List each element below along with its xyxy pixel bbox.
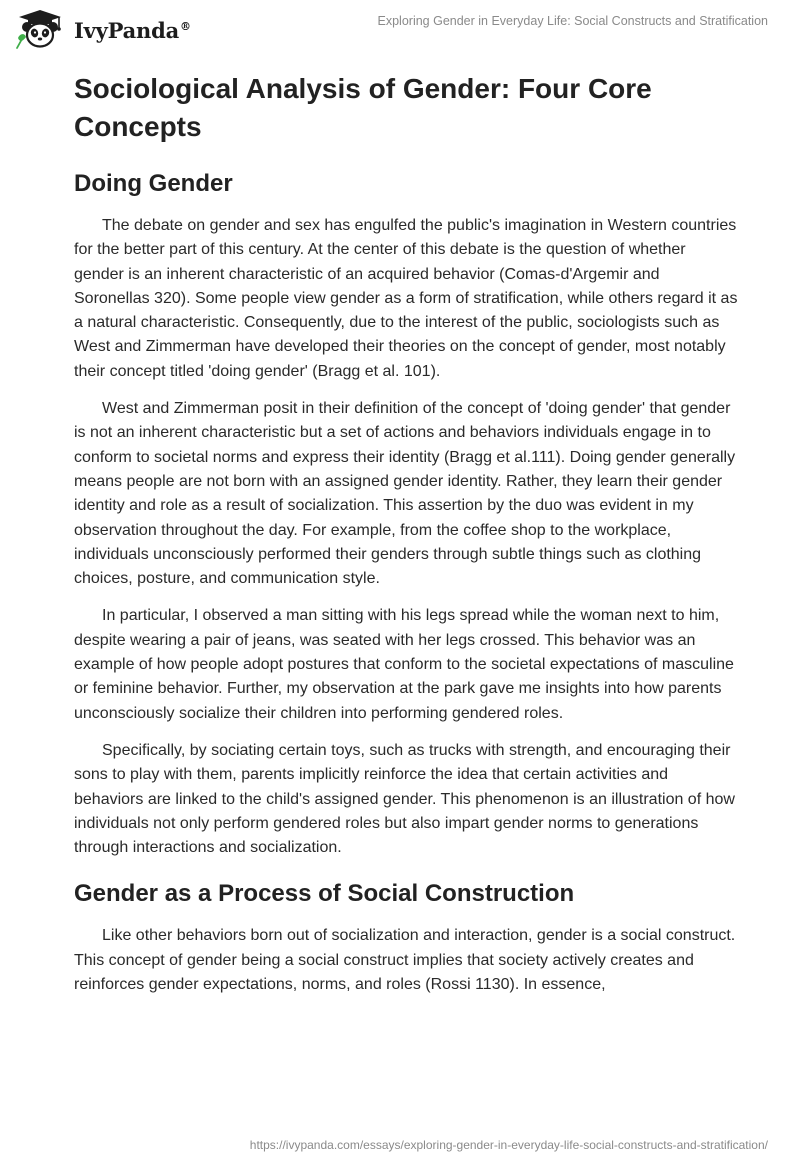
article-body (74, 70, 738, 1010)
paragraph: Specifically, by sociating certain toys, such as trucks with strength, and encouraging their sons to play with them, parents implicitly reinforce the idea that certain activities and behaviors are linked to the child's assigned gender. This phenomenon is an illustration of how individuals not only perform gendered roles but also impart gender norms to generations through interactions and socialization. (74, 741, 735, 857)
section-social-construction (74, 878, 738, 997)
section-heading: Gender as a Process of Social Construction (74, 880, 575, 908)
paragraph: In particular, I observed a man sitting with his legs spread while the woman next to him, despite wearing a pair of jeans, was seated with her legs crossed. This behavior was an example of how people adopt postures that conform to the societal expectations of masculine or feminine behavior. Further, my observation at the park gave me insights into how parents unconsciously socialize their children into performing gendered roles. (74, 607, 734, 722)
ivypanda-logo[interactable] (14, 8, 191, 50)
paragraph: Like other behaviors born out of socialization and interaction, gender is a social construct. This concept of gender being a social construct implies that society actively creates and reinforces gender expectations, norms, and roles (Rossi 1130). In essence, (74, 927, 736, 994)
section-heading: Doing Gender (74, 170, 233, 197)
logo-text: IvyPanda® (74, 17, 191, 43)
page-header (0, 0, 800, 60)
page-title: Sociological Analysis of Gender: Four Core Concepts (74, 73, 652, 142)
paragraph: West and Zimmerman posit in their definition of the concept of 'doing gender' that gender is not an inherent characteristic but a set of actions and behaviors individuals engage in to conform to societal norms and express their identity (Bragg et al.111). Doing gender generally means people are not born with an assigned gender identity. Rather, they learn their gender identity and role as a result of socialization. This assertion by the duo was evident in my observation throughout the day. For example, from the coffee shop to the workplace, individuals unconsciously performed their genders through subtle things such as clothing choices, posture, and communication style. (74, 400, 736, 588)
paragraph: The debate on gender and sex has engulfed the public's imagination in Western countries for the better part of this century. At the center of this debate is the question of whether gender is an inherent characteristic of an acquired behavior (Comas-d'Argemir and Soronellas 320). Some people view gender as a form of stratification, while others regard it as a natural characteristic. Consequently, due to the interest of the public, sociologists such as West and Zimmerman have developed their theories on the concept of gender, most notably their concept titled 'doing gender' (Bragg et al. 101). (74, 217, 738, 380)
section-doing-gender (74, 168, 738, 860)
source-url[interactable]: https://ivypanda.com/essays/exploring-gender-in-everyday-life-social-constructs-and-stratification/ (249, 1138, 768, 1152)
panda-graduation-cap-icon (14, 8, 66, 50)
running-title: Exploring Gender in Everyday Life: Social Constructs and Stratification (377, 14, 768, 28)
